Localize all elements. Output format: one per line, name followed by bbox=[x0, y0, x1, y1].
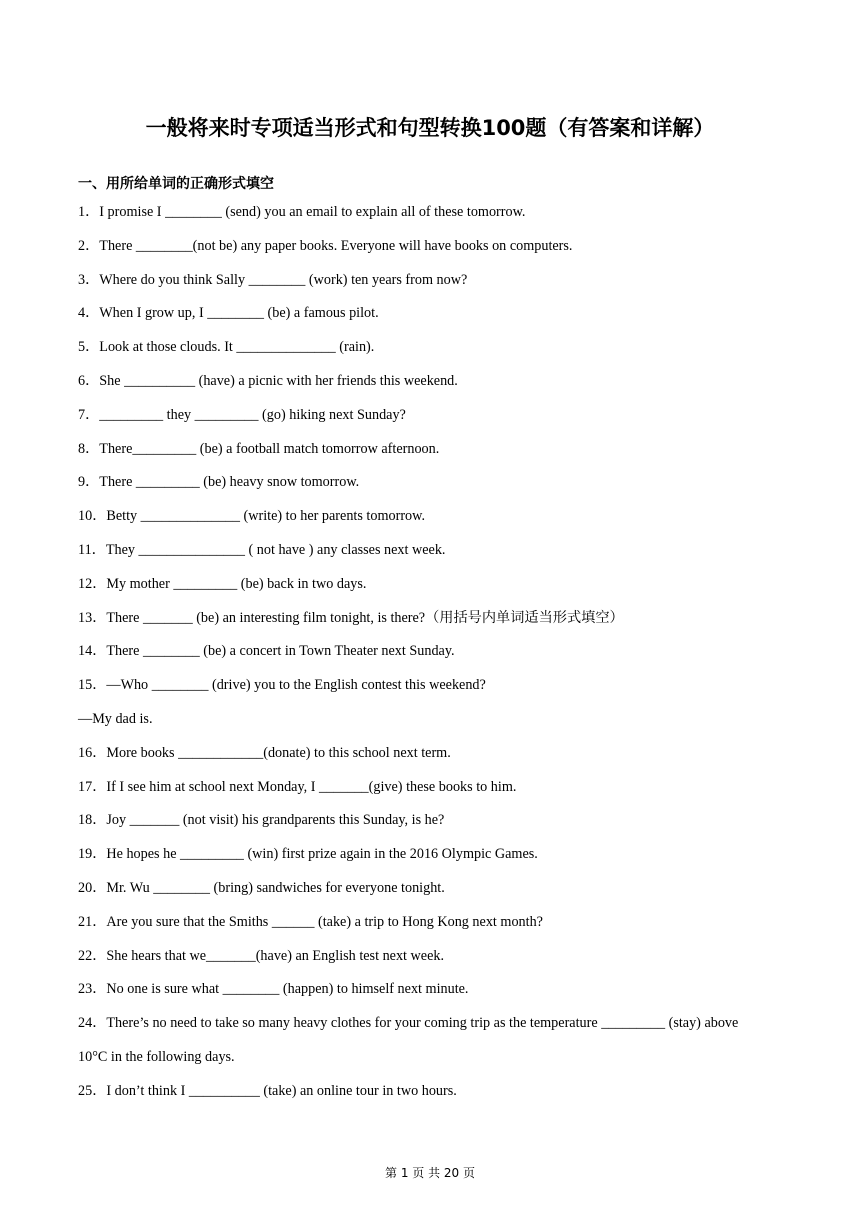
page-title: 一般将来时专项适当形式和句型转换100题（有答案和详解） bbox=[145, 116, 715, 140]
section-heading: 一、用所给单词的正确形式填空 bbox=[78, 176, 274, 192]
question-list bbox=[78, 201, 788, 1114]
question-line: 8．There_________ (be) a football match tomorrow afternoon. bbox=[78, 440, 440, 457]
question-line: 25．I don’t think I __________ (take) an online tour in two hours. bbox=[78, 1082, 457, 1099]
question-line: 10．Betty ______________ (write) to her parents tomorrow. bbox=[78, 508, 426, 525]
question-line: 16．More books ____________(donate) to this school next term. bbox=[78, 744, 451, 761]
question-line: 9．There _________ (be) heavy snow tomorrow. bbox=[78, 474, 360, 491]
question-line: 20．Mr. Wu ________ (bring) sandwiches for everyone tonight. bbox=[78, 879, 445, 896]
question-line: 6．She __________ (have) a picnic with her friends this weekend. bbox=[78, 372, 458, 389]
question-line: 21．Are you sure that the Smiths ______ (take) a trip to Hong Kong next month? bbox=[78, 913, 543, 930]
question-line: 1．I promise I ________ (send) you an email to explain all of these tomorrow. bbox=[78, 204, 526, 220]
question-line: 15．—Who ________ (drive) you to the English contest this weekend? bbox=[78, 677, 486, 694]
question-line: 5．Look at those clouds. It ______________ (rain). bbox=[78, 339, 375, 356]
question-line: 22．She hears that we_______(have) an English test next week. bbox=[78, 947, 445, 964]
question-line: 19．He hopes he _________ (win) first prize again in the 2016 Olympic Games. bbox=[78, 846, 538, 863]
answer-line: —My dad is. bbox=[78, 710, 153, 727]
question-line: 14．There ________ (be) a concert in Town Theater next Sunday. bbox=[78, 643, 455, 660]
question-line: 7．_________ they _________ (go) hiking next Sunday? bbox=[78, 406, 406, 423]
question-line: 13．There _______ (be) an interesting film tonight, is there?（用括号内单词适当形式填空） bbox=[78, 609, 624, 626]
question-line: 18．Joy _______ (not visit) his grandparents this Sunday, is he? bbox=[78, 812, 445, 829]
question-line: 4．When I grow up, I ________ (be) a famous pilot. bbox=[78, 305, 379, 322]
question-line: 11．They _______________ ( not have ) any classes next week. bbox=[78, 541, 446, 558]
question-line: 2．There ________(not be) any paper books. Everyone will have books on computers. bbox=[78, 237, 573, 254]
question-line: 3．Where do you think Sally ________ (work) ten years from now? bbox=[78, 271, 468, 288]
question-line: 24．There’s no need to take so many heavy clothes for your coming trip as the temperature _________ (stay) above bbox=[78, 1015, 739, 1032]
question-line: 17．If I see him at school next Monday, I _______(give) these books to him. bbox=[78, 778, 517, 795]
question-continuation-line: 10°C in the following days. bbox=[78, 1048, 235, 1065]
question-line: 12．My mother _________ (be) back in two days. bbox=[78, 575, 367, 592]
page-footer: 第 1 页 共 20 页 bbox=[385, 1166, 475, 1180]
question-line: 23．No one is sure what ________ (happen) to himself next minute. bbox=[78, 981, 469, 998]
